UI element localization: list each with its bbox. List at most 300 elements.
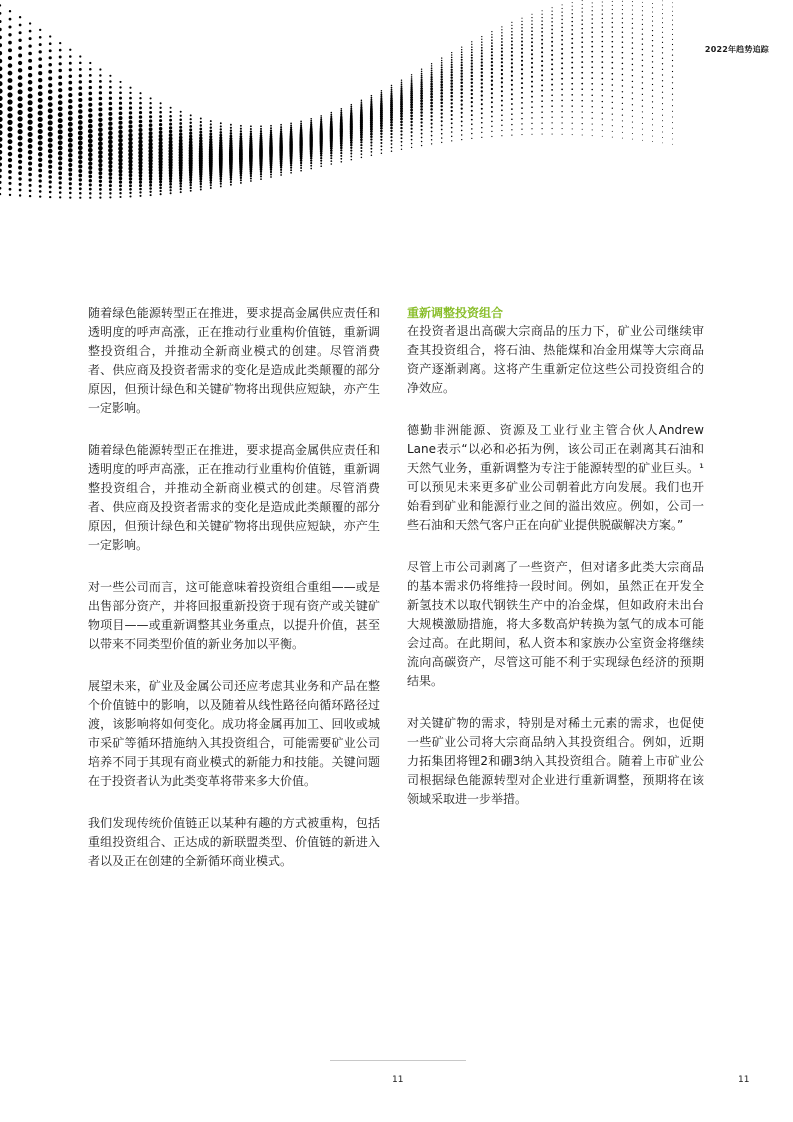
wave-dot: [28, 80, 33, 85]
wave-dot: [49, 191, 52, 194]
wave-dot: [662, 9, 663, 10]
wave-dot: [139, 177, 142, 180]
wave-dot: [99, 102, 103, 106]
wave-dot: [461, 139, 462, 140]
wave-dot: [39, 50, 42, 53]
wave-dot: [501, 58, 503, 60]
wave-dot: [18, 123, 23, 128]
wave-dot: [501, 130, 502, 131]
wave-dot: [531, 86, 533, 88]
wave-dot: [169, 177, 172, 180]
wave-dot: [420, 118, 422, 120]
wave-dot: [78, 150, 83, 155]
wave-dot: [561, 78, 563, 80]
wave-dot: [8, 146, 13, 151]
wave-dot: [642, 19, 643, 20]
wave-dot: [0, 66, 2, 71]
wave-dot: [501, 32, 502, 33]
wave-dot: [672, 82, 673, 83]
wave-dot: [451, 140, 452, 141]
wave-dot: [58, 100, 63, 105]
wave-dot: [380, 127, 383, 130]
wave-dot: [420, 121, 422, 123]
wave-dot: [119, 86, 121, 88]
wave-dot: [572, 9, 573, 10]
wave-dot: [642, 54, 643, 55]
wave-dot: [98, 167, 102, 171]
wave-dot: [652, 90, 653, 91]
wave-dot: [220, 183, 222, 185]
wave-dot: [642, 65, 643, 66]
wave-dot: [240, 174, 243, 177]
wave-dot: [68, 168, 72, 172]
wave-dot: [68, 99, 72, 103]
wave-dot: [9, 188, 12, 191]
wave-dot: [68, 143, 73, 148]
wave-dot: [461, 70, 463, 72]
wave-dot: [270, 125, 272, 127]
wave-dot: [451, 52, 452, 53]
wave-dot: [601, 67, 603, 69]
wave-dot: [501, 61, 503, 63]
wave-dot: [340, 152, 342, 154]
wave-dot: [108, 144, 113, 149]
wave-dot: [612, 31, 613, 32]
wave-dot: [451, 136, 452, 137]
wave-dot: [411, 76, 413, 78]
wave-dot: [592, 112, 593, 113]
wave-dot: [18, 129, 23, 134]
wave-dot: [68, 163, 72, 167]
wave-dot: [662, 137, 663, 138]
wave-dot: [109, 180, 112, 183]
wave-dot: [320, 152, 323, 155]
wave-dot: [250, 177, 252, 179]
wave-dot: [169, 180, 172, 183]
wave-dot: [68, 138, 73, 143]
wave-dot: [561, 111, 562, 112]
wave-dot: [461, 51, 463, 53]
wave-dot: [420, 114, 422, 116]
wave-dot: [410, 118, 413, 121]
wave-dot: [400, 87, 402, 89]
wave-dot: [581, 32, 583, 34]
wave-dot: [662, 109, 663, 110]
wave-dot: [551, 41, 553, 43]
wave-dot: [391, 143, 393, 145]
wave-dot: [491, 92, 493, 94]
wave-dot: [0, 74, 2, 79]
wave-dot: [88, 139, 93, 144]
wave-dot: [541, 111, 543, 113]
wave-dot: [270, 127, 272, 129]
wave-dot: [219, 175, 222, 178]
wave-dot: [481, 86, 483, 88]
wave-dot: [18, 154, 22, 158]
wave-dot: [591, 46, 593, 48]
wave-dot: [0, 110, 3, 115]
wave-dot: [270, 168, 272, 170]
wave-dot: [551, 111, 552, 112]
wave-dot: [541, 84, 543, 86]
wave-dot: [441, 66, 443, 68]
wave-dot: [190, 187, 192, 189]
wave-dot: [89, 179, 92, 182]
wave-dot: [69, 192, 72, 195]
wave-dot: [451, 54, 452, 55]
wave-dot: [561, 117, 562, 118]
wave-dot: [89, 68, 92, 71]
wave-dot: [561, 67, 563, 69]
wave-dot: [601, 51, 603, 53]
wave-dot: [18, 82, 23, 87]
wave-dot: [461, 67, 463, 69]
wave-dot: [159, 107, 161, 109]
wave-dot: [118, 142, 123, 147]
wave-dot: [320, 162, 322, 164]
wave-dot: [471, 49, 473, 51]
wave-dot: [622, 18, 623, 19]
wave-dot: [672, 6, 673, 7]
wave-dot: [391, 90, 393, 92]
wave-dot: [521, 97, 523, 99]
document-header-title: 2022年趋势追踪: [704, 45, 769, 54]
wave-dot: [501, 54, 503, 56]
wave-dot: [451, 59, 453, 61]
wave-dot: [562, 128, 563, 129]
wave-dot: [632, 110, 633, 111]
wave-dot: [471, 78, 473, 80]
wave-dot: [420, 97, 423, 100]
wave-dot: [0, 193, 1, 195]
wave-dot: [521, 77, 523, 79]
wave-dot: [88, 161, 92, 165]
wave-dot: [119, 116, 123, 120]
wave-dot: [7, 106, 12, 111]
wave-dot: [662, 69, 663, 70]
wave-dot: [78, 131, 83, 136]
wave-dot: [632, 92, 633, 93]
wave-dot: [571, 77, 573, 79]
wave-dot: [209, 135, 212, 138]
wave-dot: [531, 91, 533, 93]
wave-dot: [511, 31, 513, 33]
wave-dot: [572, 128, 573, 129]
wave-dot: [169, 119, 172, 122]
wave-dot: [128, 167, 132, 171]
wave-dot: [501, 90, 503, 92]
wave-dot: [481, 61, 483, 63]
wave-dot: [441, 62, 443, 64]
wave-dot: [421, 69, 422, 70]
wave-dot: [119, 169, 123, 173]
wave-dot: [410, 114, 413, 117]
wave-dot: [471, 138, 472, 139]
wave-dot: [652, 40, 653, 41]
wave-dot: [561, 19, 562, 20]
wave-dot: [481, 90, 483, 92]
wave-dot: [119, 91, 122, 94]
wave-dot: [662, 80, 663, 81]
wave-dot: [521, 118, 523, 120]
wave-dot: [38, 71, 42, 75]
wave-dot: [58, 75, 62, 79]
wave-dot: [58, 88, 62, 92]
wave-dot: [169, 126, 172, 129]
wave-dot: [642, 117, 643, 118]
wave-dot: [602, 18, 603, 19]
wave-dot: [119, 111, 123, 115]
wave-dot: [360, 141, 362, 143]
wave-dot: [59, 42, 61, 44]
wave-dot: [118, 166, 122, 170]
wave-dot: [108, 156, 112, 160]
wave-dot: [280, 166, 282, 168]
wave-dot: [511, 129, 512, 130]
wave-dot: [98, 146, 103, 151]
wave-dot: [200, 124, 202, 126]
wave-dot: [632, 81, 633, 82]
wave-dot: [149, 119, 152, 122]
wave-dot: [571, 100, 573, 102]
wave-dot: [561, 57, 563, 59]
wave-dot: [430, 102, 433, 105]
wave-dot: [501, 47, 503, 49]
wave-dot: [139, 171, 143, 175]
wave-dot: [18, 116, 23, 121]
wave-dot: [501, 95, 503, 97]
wave-dot: [531, 123, 532, 124]
wave-dot: [99, 80, 102, 83]
wave-dot: [421, 77, 423, 79]
wave-dot: [360, 144, 362, 146]
wave-dot: [632, 104, 633, 105]
wave-dot: [501, 44, 503, 46]
wave-dot: [622, 85, 623, 86]
wave-dot: [642, 88, 643, 89]
wave-dot: [501, 26, 502, 27]
wave-dot: [632, 23, 633, 24]
wave-dot: [441, 109, 443, 111]
wave-dot: [78, 160, 82, 164]
wave-dot: [581, 28, 583, 30]
wave-dot: [68, 127, 73, 132]
wave-dot: [199, 131, 202, 134]
wave-dot: [99, 184, 102, 187]
wave-dot: [220, 122, 222, 124]
wave-dot: [99, 180, 102, 183]
wave-dot: [128, 129, 132, 133]
wave-dot: [78, 136, 83, 141]
wave-dot: [0, 96, 3, 101]
wave-dot: [652, 35, 653, 36]
wave-dot: [380, 130, 383, 133]
wave-dot: [370, 133, 373, 136]
wave-dot: [8, 56, 12, 60]
wave-dot: [481, 58, 483, 60]
wave-dot: [511, 66, 513, 68]
wave-dot: [109, 86, 112, 89]
wave-dot: [139, 184, 142, 187]
wave-dot: [109, 107, 113, 111]
wave-dot: [591, 51, 593, 53]
wave-dot: [38, 78, 42, 82]
wave-dot: [642, 60, 643, 61]
wave-dot: [69, 62, 72, 65]
wave-dot: [431, 135, 433, 137]
wave-dot: [481, 41, 483, 43]
wave-dot: [28, 138, 33, 143]
wave-dot: [451, 106, 453, 108]
wave-dot: [581, 37, 583, 39]
wave-dot: [451, 110, 453, 112]
wave-dot: [602, 113, 603, 114]
wave-dot: [361, 101, 363, 103]
wave-dot: [531, 71, 533, 73]
wave-dot: [541, 95, 543, 97]
wave-dot: [672, 65, 673, 66]
wave-dot: [79, 187, 82, 190]
wave-dot: [431, 131, 433, 133]
wave-dot: [541, 56, 543, 58]
wave-dot: [370, 135, 373, 138]
wave-dot: [521, 27, 523, 29]
wave-dot: [371, 155, 373, 157]
wave-dot: [220, 125, 222, 127]
wave-dot: [461, 116, 463, 118]
wave-dot: [98, 159, 102, 163]
wave-dot: [8, 71, 13, 76]
wave-dot: [561, 72, 563, 74]
wave-dot: [451, 57, 453, 59]
wave-dot: [260, 173, 262, 175]
wave-dot: [471, 110, 473, 112]
wave-dot: [642, 10, 643, 11]
wave-dot: [481, 99, 483, 101]
wave-dot: [440, 86, 443, 89]
wave-dot: [511, 84, 513, 86]
wave-dot: [592, 14, 593, 15]
wave-dot: [139, 181, 142, 184]
wave-dot: [78, 120, 83, 125]
wave-dot: [99, 192, 101, 194]
body-paragraph: 对一些公司而言，这可能意味着投资组合重组——或是出售部分资产，并将回报重新投资于现有资产或关键矿物项目——或重新调整其业务重点，以提升价值，甚至以带来不同类型价值的新业务加以平衡。: [88, 580, 380, 651]
wave-dot: [139, 195, 141, 197]
wave-dot: [451, 118, 453, 120]
wave-dot: [400, 130, 402, 132]
wave-dot: [159, 119, 162, 122]
wave-dot: [300, 157, 303, 160]
wave-dot: [531, 53, 533, 55]
wave-dot: [571, 62, 573, 64]
wave-dot: [189, 178, 192, 181]
wave-dot: [662, 37, 663, 38]
wave-dot: [591, 77, 593, 79]
wave-dot: [632, 98, 633, 99]
wave-dot: [88, 129, 93, 134]
wave-dot: [491, 34, 492, 35]
wave-dot: [9, 194, 11, 196]
wave-dot: [642, 33, 643, 34]
wave-dot: [430, 88, 433, 91]
wave-dot: [370, 144, 372, 146]
wave-dot: [330, 160, 332, 162]
wave-dot: [572, 17, 573, 18]
wave-dot: [360, 133, 363, 136]
wave-dot: [491, 101, 493, 103]
wave-dot: [501, 35, 503, 37]
wave-dot: [451, 131, 453, 133]
wave-dot: [481, 127, 483, 129]
wave-dot: [491, 48, 493, 50]
wave-dot: [501, 77, 503, 79]
wave-dot: [461, 108, 463, 110]
wave-dot: [0, 20, 2, 23]
wave-dot: [48, 154, 52, 158]
wave-dot: [612, 22, 613, 23]
wave-dot: [78, 155, 82, 159]
wave-dot: [28, 107, 33, 112]
wave-dot: [270, 130, 272, 132]
wave-dot: [139, 120, 143, 124]
wave-dot: [220, 128, 222, 130]
wave-dot: [430, 99, 433, 102]
wave-dot: [501, 135, 502, 136]
wave-dot: [28, 52, 32, 56]
wave-dot: [451, 122, 453, 124]
wave-dot: [19, 31, 22, 34]
wave-dot: [370, 141, 372, 143]
wave-dot: [149, 123, 153, 127]
wave-dot: [220, 131, 223, 134]
wave-dot: [662, 74, 663, 75]
wave-dot: [551, 14, 552, 15]
wave-dot: [350, 108, 352, 110]
wave-dot: [642, 76, 643, 77]
wave-dot: [129, 188, 132, 191]
wave-dot: [622, 22, 623, 23]
wave-dot: [380, 145, 382, 147]
wave-dot: [592, 10, 593, 11]
wave-dot: [581, 24, 583, 26]
wave-dot: [481, 55, 483, 57]
wave-dot: [0, 28, 2, 31]
wave-dot: [450, 76, 452, 78]
wave-dot: [38, 174, 42, 178]
wave-dot: [592, 2, 593, 3]
wave-dot: [491, 72, 493, 74]
wave-dot: [420, 87, 423, 90]
wave-dot: [612, 79, 614, 81]
wave-dot: [612, 73, 614, 75]
wave-dot: [622, 91, 623, 92]
wave-dot: [118, 138, 123, 143]
wave-dot: [160, 102, 162, 104]
wave-dot: [501, 81, 503, 83]
wave-dot: [250, 172, 252, 174]
wave-dot: [8, 63, 12, 67]
wave-dot: [401, 137, 403, 139]
wave-dot: [170, 192, 172, 194]
wave-dot: [159, 180, 162, 183]
wave-dot: [48, 96, 53, 101]
wave-dot: [179, 177, 182, 180]
wave-dot: [270, 176, 272, 178]
wave-dot: [430, 105, 433, 108]
wave-dot: [571, 94, 573, 96]
wave-dot: [591, 56, 593, 58]
wave-dot: [18, 39, 21, 42]
